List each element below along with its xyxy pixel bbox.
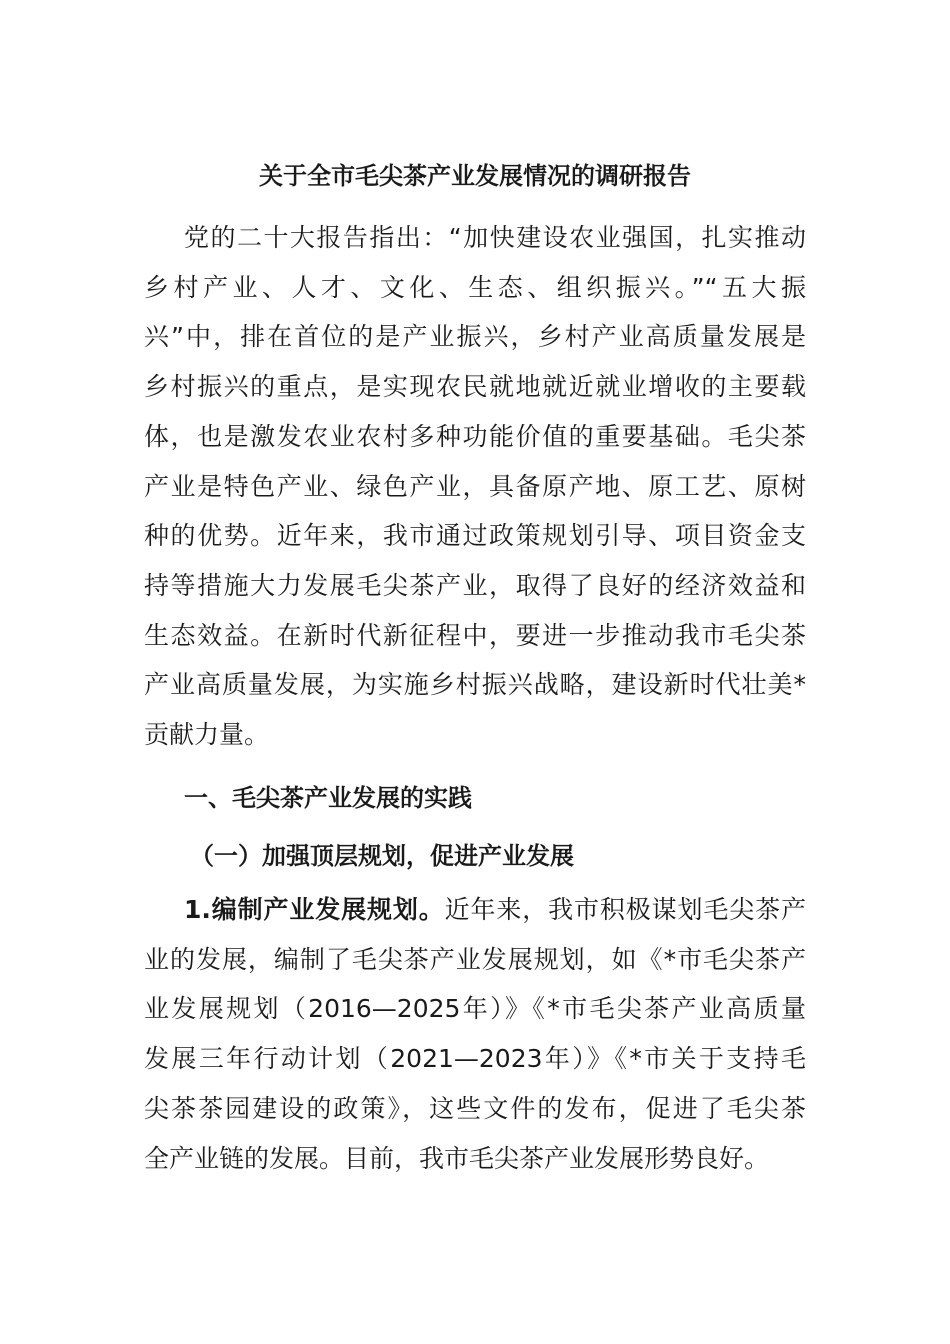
paragraph-line: 业发展规划（2016—2025年）》《*市毛尖茶产业高质量 — [144, 994, 806, 1024]
paragraph-line: 体，也是激发农业农村多种功能价值的重要基础。毛尖茶 — [144, 421, 806, 451]
paragraph-line — [144, 885, 806, 935]
paragraph-line: 乡村振兴的重点，是实现农民就地就近就业增收的主要载 — [144, 372, 806, 402]
paragraph-line: 乡村产业、人才、文化、生态、组织振兴。”“五大振 — [144, 272, 806, 302]
section-heading: 一、毛尖茶产业发展的实践 — [184, 784, 472, 812]
paragraph-line: 种的优势。近年来，我市通过政策规划引导、项目资金支 — [144, 521, 806, 551]
paragraph-lead-heading: 1.编制产业发展规划。 — [184, 895, 445, 924]
paragraph-line: 尖茶茶园建设的政策》，这些文件的发布，促进了毛尖茶 — [144, 1093, 806, 1123]
paragraph-line: 持等措施大力发展毛尖茶产业，取得了良好的经济效益和 — [144, 570, 806, 600]
paragraph-line: 生态效益。在新时代新征程中，要进一步推动我市毛尖茶 — [144, 620, 806, 650]
paragraph-line: 产业是特色产业、绿色产业，具备原产地、原工艺、原树 — [144, 471, 806, 501]
planning-paragraph — [144, 885, 806, 1183]
intro-paragraph — [144, 213, 806, 760]
paragraph-line: 产业高质量发展，为实施乡村振兴战略，建设新时代壮美* — [144, 670, 806, 700]
paragraph-line: 业的发展，编制了毛尖茶产业发展规划，如《*市毛尖茶产 — [144, 944, 806, 974]
subsection-heading: （一）加强顶层规划，促进产业发展 — [190, 842, 574, 870]
paragraph-line-text: 近年来，我市积极谋划毛尖茶产 — [444, 895, 806, 924]
paragraph-line: 党的二十大报告指出：“加快建设农业强国，扎实推动 — [184, 223, 806, 252]
document-title: 关于全市毛尖茶产业发展情况的调研报告 — [259, 162, 691, 190]
paragraph-line: 贡献力量。 — [144, 720, 270, 750]
paragraph-line: 发展三年行动计划（2021—2023年）》《*市关于支持毛 — [144, 1044, 806, 1074]
paragraph-line: 全产业链的发展。目前，我市毛尖茶产业发展形势良好。 — [144, 1143, 770, 1173]
paragraph-line: 兴”中，排在首位的是产业振兴，乡村产业高质量发展是 — [144, 322, 806, 352]
